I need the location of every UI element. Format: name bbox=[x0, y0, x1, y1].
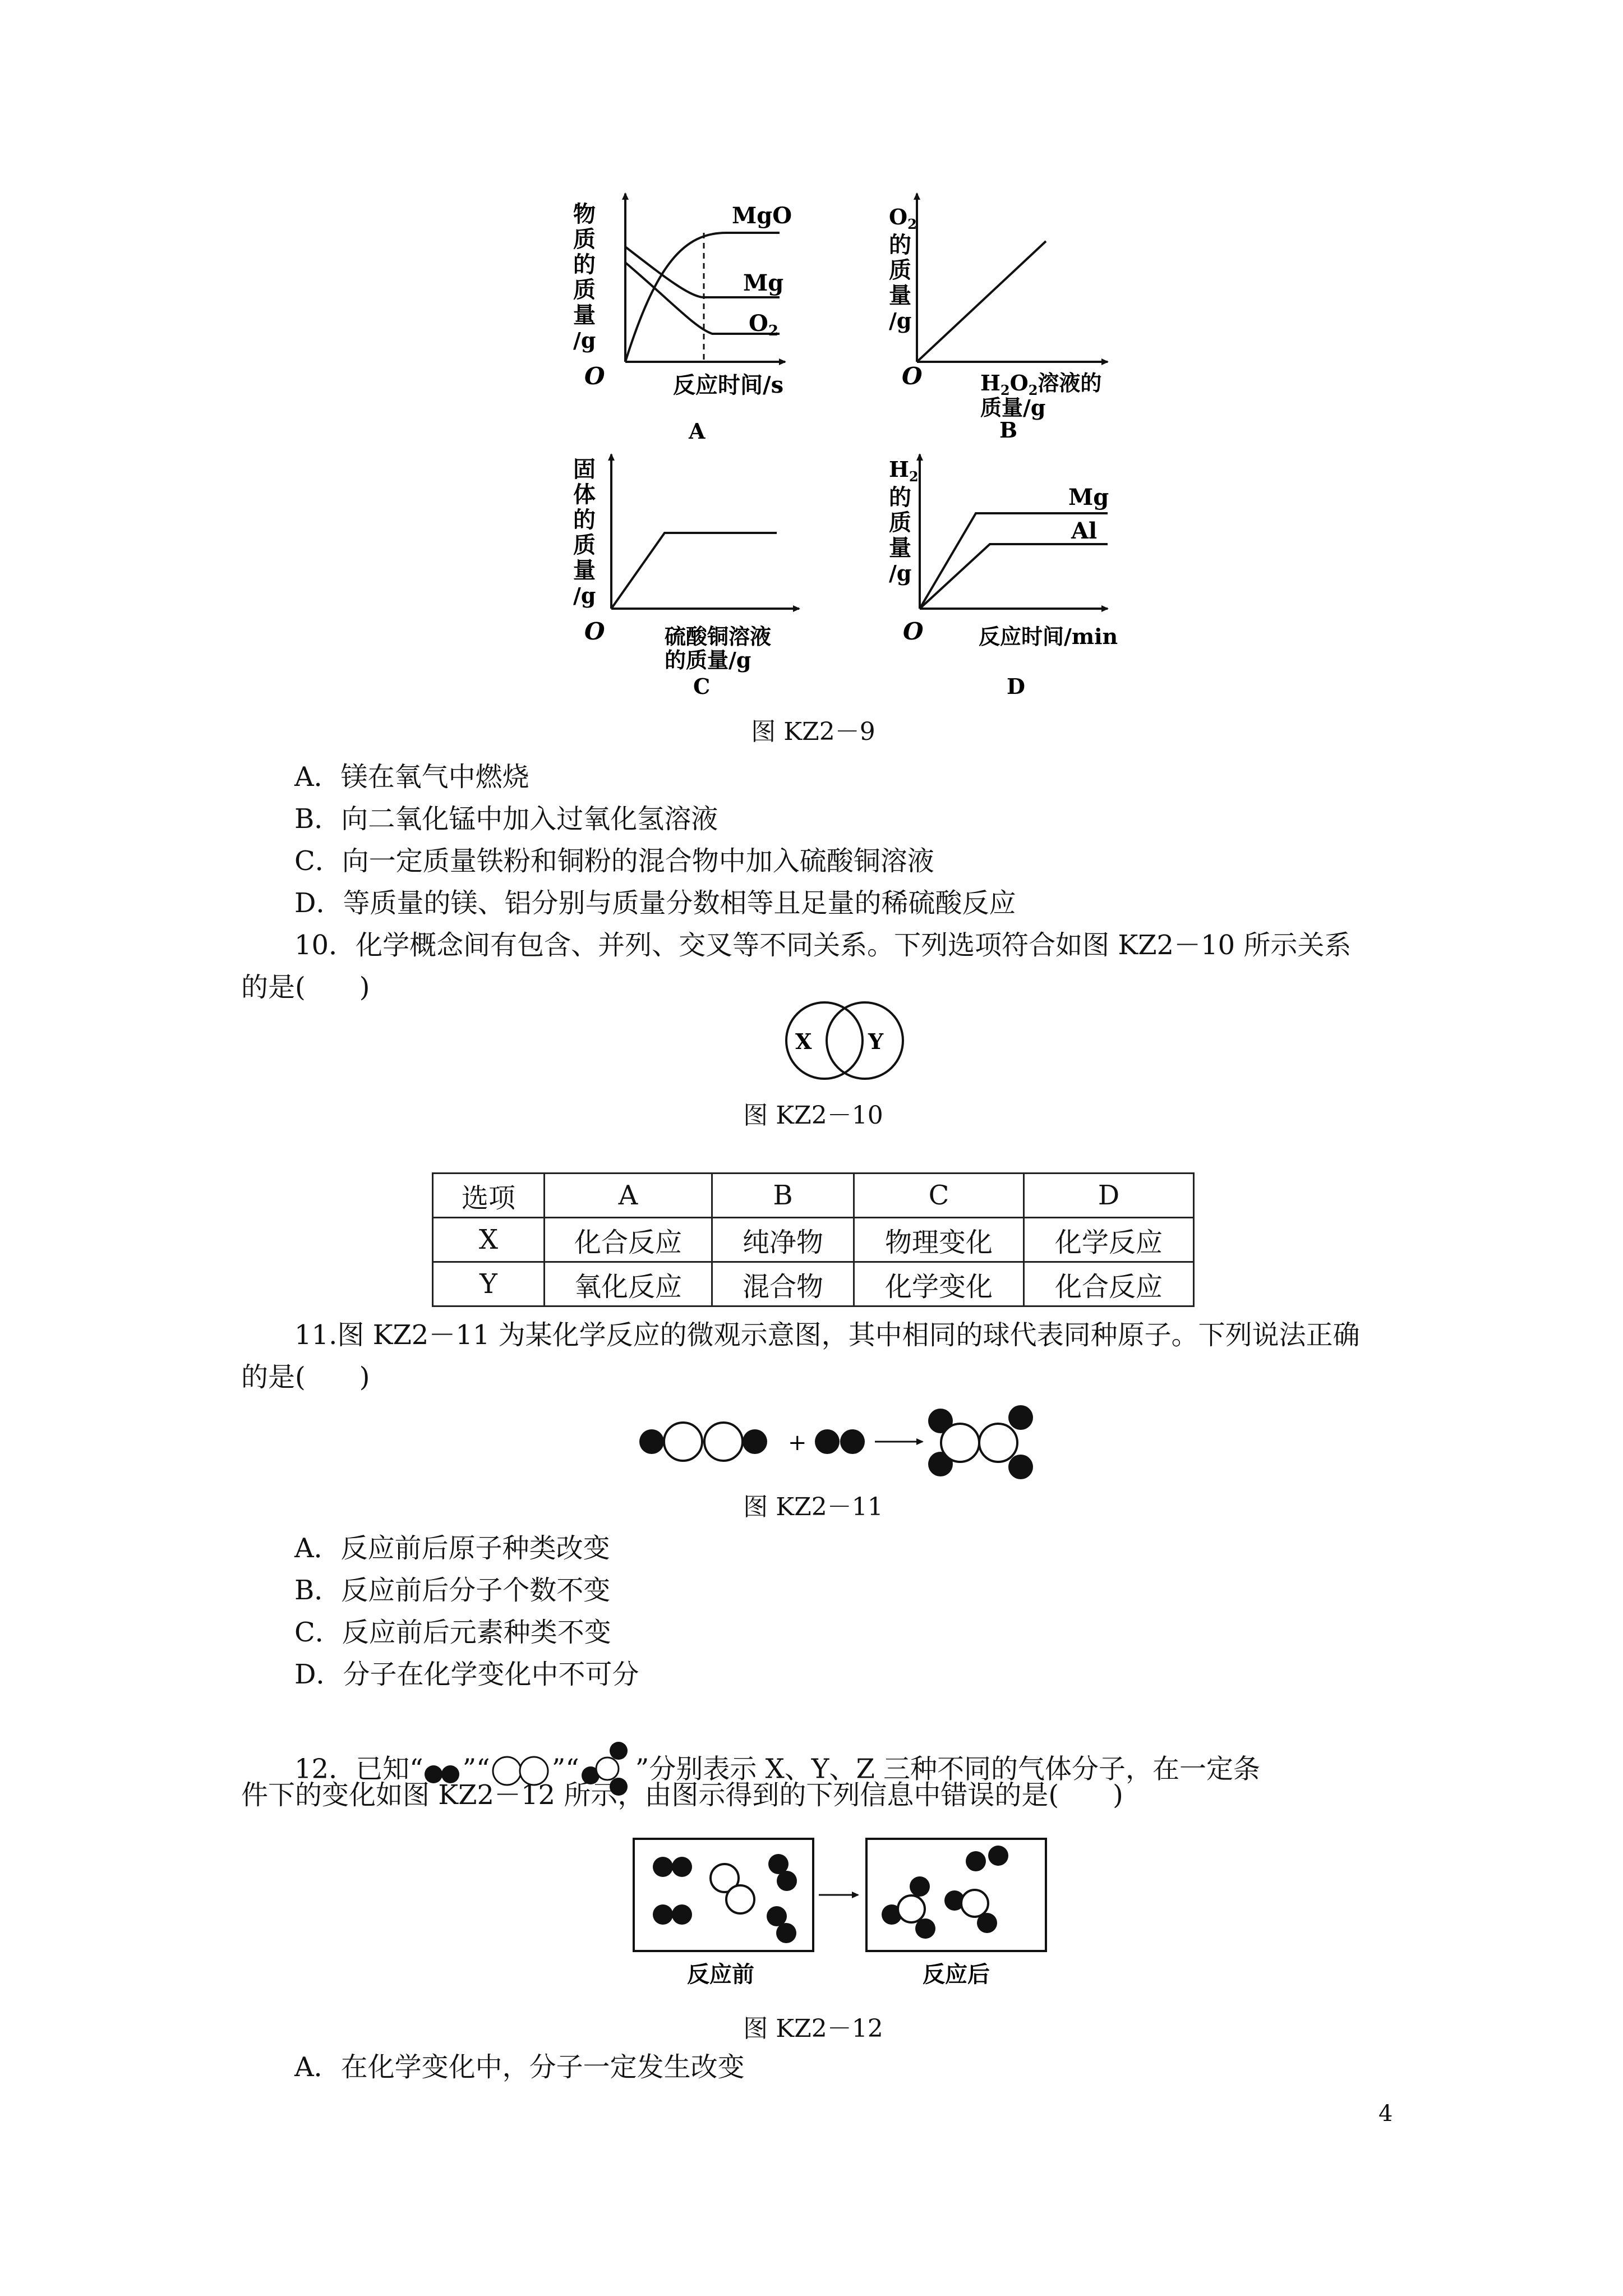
y-label-2: 体 bbox=[573, 481, 596, 508]
y-label-6: /g bbox=[573, 583, 596, 608]
table-cell: 化合反应 bbox=[545, 1218, 712, 1262]
y-label-2: 质 bbox=[889, 257, 911, 283]
x-label: 反应时间/min bbox=[979, 624, 1118, 649]
chart-panel-d bbox=[889, 454, 1118, 699]
q11-stem-line2: 的是( ) bbox=[241, 1361, 370, 1393]
atom-black bbox=[672, 1857, 692, 1877]
atom-black bbox=[1008, 1405, 1033, 1430]
venn-label-y: Y bbox=[868, 1029, 884, 1054]
atom-black bbox=[743, 1429, 767, 1454]
table-cell: A bbox=[545, 1174, 712, 1218]
table-cell: 化合反应 bbox=[1024, 1262, 1194, 1306]
table-row bbox=[433, 1218, 1194, 1262]
q9-option-c: C．向一定质量铁粉和铜粉的混合物中加入硫酸铜溶液 bbox=[294, 845, 934, 877]
atom-black bbox=[653, 1857, 673, 1877]
atom-white bbox=[664, 1423, 702, 1461]
venn-label-x: X bbox=[795, 1029, 812, 1054]
table-row bbox=[433, 1262, 1194, 1306]
panel-label-c: C bbox=[693, 674, 711, 699]
y-label-4: 质 bbox=[573, 277, 596, 303]
y-label-1: 的 bbox=[889, 484, 911, 510]
q11-option-a: A．反应前后原子种类改变 bbox=[294, 1533, 610, 1564]
y-label-3: 量 bbox=[889, 535, 911, 561]
table-cell: 纯净物 bbox=[712, 1218, 854, 1262]
chart-panel-a bbox=[573, 194, 792, 444]
x-label-line1: 硫酸铜溶液 bbox=[665, 624, 772, 649]
y-label-1: 物 bbox=[573, 201, 596, 227]
panel-label-d: D bbox=[1007, 674, 1025, 699]
atom-white bbox=[941, 1424, 979, 1462]
origin-label: O bbox=[902, 362, 923, 390]
q9-option-a: A．镁在氧气中燃烧 bbox=[294, 761, 529, 793]
y-label-3: 的 bbox=[573, 251, 596, 278]
y-label-2: 质 bbox=[889, 509, 911, 536]
q11-option-b: B．反应前后分子个数不变 bbox=[294, 1575, 611, 1606]
q12-quote-1: ”“ bbox=[462, 1753, 490, 1785]
atom-white bbox=[979, 1424, 1017, 1462]
curve-label-o2: $O_2$ bbox=[749, 310, 778, 339]
panel-label-a: A bbox=[689, 418, 706, 444]
y-label-o2: $O_2$ bbox=[889, 204, 917, 232]
y-label-6: /g bbox=[573, 328, 596, 353]
y-label-h2: $H_2$ bbox=[889, 457, 919, 485]
q11-stem-line1: 11.图 KZ2－11 为某化学反应的微观示意图，其中相同的球代表同种原子。下列说法正确 bbox=[294, 1319, 1360, 1351]
q10-stem-line1: 10．化学概念间有包含、并列、交叉等不同关系。下列选项符合如图 KZ2－10 所示关系 bbox=[294, 930, 1352, 961]
atom-black bbox=[910, 1876, 930, 1897]
y-label-3: 量 bbox=[889, 282, 911, 309]
q11-option-c: C．反应前后元素种类不变 bbox=[294, 1617, 611, 1648]
table-cell: X bbox=[433, 1218, 545, 1262]
y-label-1: 固 bbox=[573, 456, 596, 482]
table-cell: 氧化反应 bbox=[545, 1262, 712, 1306]
origin-label: O bbox=[584, 618, 605, 645]
atom-black bbox=[1008, 1455, 1033, 1479]
q10-stem-line2: 的是( ) bbox=[241, 972, 370, 1003]
q12-stem-line2: 件下的变化如图 KZ2－12 所示，由图示得到的下列信息中错误的是( ) bbox=[241, 1779, 1123, 1811]
table-cell: 混合物 bbox=[712, 1262, 854, 1306]
q10-options-table bbox=[432, 1172, 1195, 1307]
chart-panel-b bbox=[889, 194, 1108, 443]
q9-option-d: D．等质量的镁、铝分别与质量分数相等且足量的稀硫酸反应 bbox=[294, 887, 1016, 919]
table-header-row bbox=[433, 1174, 1194, 1218]
curve-label-mg: Mg bbox=[1068, 484, 1109, 510]
venn-diagram bbox=[768, 999, 920, 1083]
atom-white bbox=[961, 1890, 988, 1917]
plus-sign: + bbox=[788, 1430, 807, 1456]
y-label-4: 质 bbox=[573, 532, 596, 558]
label-before: 反应前 bbox=[687, 1961, 754, 1987]
table-cell: D bbox=[1024, 1174, 1194, 1218]
q12-suffix: ”分别表示 X、Y、Z 三种不同的气体分子，在一定条 bbox=[635, 1753, 1261, 1785]
atom-black bbox=[777, 1871, 797, 1891]
table-cell: 选项 bbox=[433, 1174, 545, 1218]
line-al bbox=[920, 544, 1108, 609]
figure-caption-kz2-12: 图 KZ2－12 bbox=[743, 2014, 883, 2043]
atom-white bbox=[704, 1423, 743, 1461]
atom-black bbox=[966, 1851, 986, 1871]
table-cell: B bbox=[712, 1174, 854, 1218]
panel-label-b: B bbox=[999, 417, 1018, 443]
atom-black bbox=[653, 1904, 673, 1925]
q12-option-a: A．在化学变化中，分子一定发生改变 bbox=[294, 2051, 745, 2083]
table-cell: 物理变化 bbox=[854, 1218, 1024, 1262]
x-label-line2: 质量/g bbox=[980, 395, 1046, 420]
label-after: 反应后 bbox=[923, 1961, 990, 1987]
y-label-3: 的 bbox=[573, 507, 596, 533]
y-label-4: /g bbox=[889, 560, 912, 586]
y-label-1: 的 bbox=[889, 232, 911, 258]
origin-label: O bbox=[584, 362, 605, 390]
table-cell: 化学反应 bbox=[1024, 1218, 1194, 1262]
chart-panel-c bbox=[573, 454, 799, 699]
atom-black bbox=[840, 1429, 865, 1454]
y-label-2: 质 bbox=[573, 226, 596, 252]
origin-label: O bbox=[903, 618, 924, 645]
figure-caption-kz2-9: 图 KZ2－9 bbox=[751, 717, 875, 746]
atom-white bbox=[726, 1885, 754, 1913]
venn-circle-y bbox=[827, 1002, 903, 1079]
y-label-4: /g bbox=[889, 308, 912, 333]
curve-label-mgo: MgO bbox=[732, 203, 792, 229]
q11-option-d: D．分子在化学变化中不可分 bbox=[294, 1659, 639, 1690]
atom-black bbox=[776, 1923, 796, 1943]
line-o2 bbox=[917, 241, 1046, 362]
figure-kz2-11-reaction bbox=[634, 1400, 1060, 1484]
atom-black bbox=[639, 1429, 664, 1454]
table-cell: 化学变化 bbox=[854, 1262, 1024, 1306]
atom-black bbox=[672, 1904, 692, 1925]
curve-label-al: Al bbox=[1071, 518, 1098, 544]
figure-kz2-12 bbox=[628, 1833, 1066, 2001]
y-label-5: 量 bbox=[573, 557, 596, 583]
table-cell: Y bbox=[433, 1262, 545, 1306]
figure-caption-kz2-11: 图 KZ2－11 bbox=[743, 1493, 883, 1521]
q12-quote-2: ”“ bbox=[551, 1753, 579, 1785]
curve-label-mg: Mg bbox=[743, 270, 784, 296]
x-label-line2: 的质量/g bbox=[665, 647, 751, 673]
figure-caption-kz2-10: 图 KZ2－10 bbox=[743, 1101, 883, 1130]
q9-option-b: B．向二氧化锰中加入过氧化氢溶液 bbox=[294, 803, 718, 835]
x-label-line1: $H_2O_2$溶液的 bbox=[980, 370, 1102, 398]
line-solid bbox=[611, 533, 777, 609]
x-label: 反应时间/s bbox=[673, 372, 784, 398]
q12-prefix: 12．已知“ bbox=[294, 1753, 423, 1785]
figure-kz2-9 bbox=[0, 0, 1623, 763]
y-label-5: 量 bbox=[573, 302, 596, 328]
atom-black bbox=[815, 1429, 840, 1454]
atom-white bbox=[898, 1895, 925, 1922]
page-number: 4 bbox=[1378, 2101, 1393, 2127]
atom-black bbox=[988, 1846, 1008, 1866]
table-cell: C bbox=[854, 1174, 1024, 1218]
